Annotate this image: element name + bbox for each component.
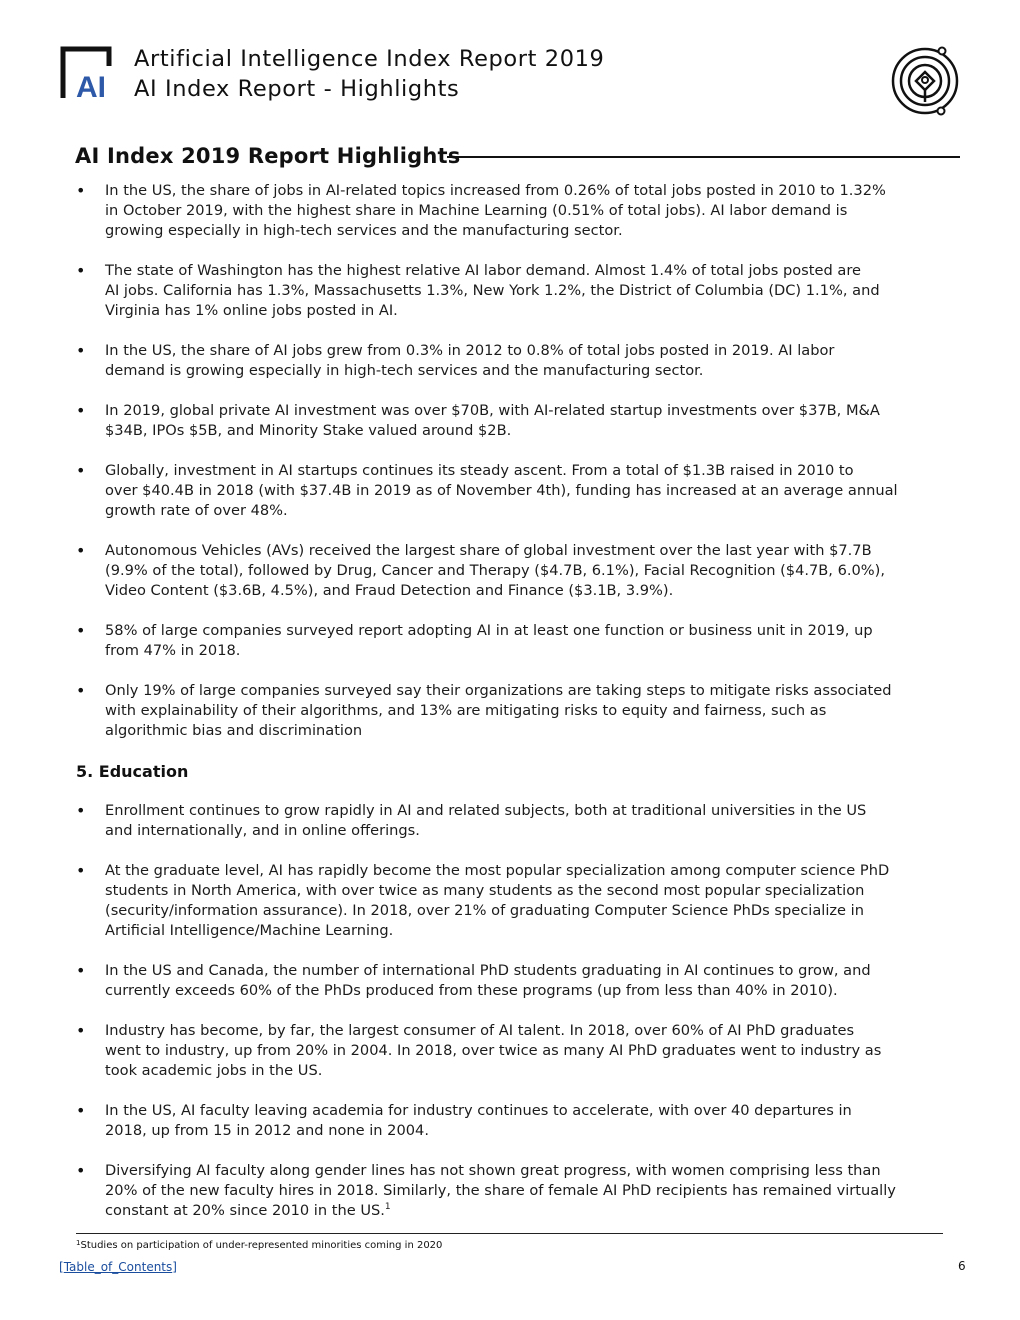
section-divider [447, 156, 960, 158]
ai-index-emblem [888, 44, 960, 116]
bracket-open: [ [59, 1260, 64, 1274]
logo-text: AI [76, 71, 106, 100]
ai-index-logo-icon [60, 46, 120, 100]
footnote [76, 1239, 442, 1252]
education-text: Enrollment continues to grow rapidly in AI and related subjects, both at traditional universities in the US and internationally, and in online offerings. [105, 802, 867, 839]
education-text: Diversifying AI faculty along gender lines has not shown great progress, with women comprising less than 20% of the new faculty hires in 2018. Similarly, the share of female AI PhD recipients has remained virtually constant at 20% since 2010 in the US. [105, 1162, 896, 1219]
highlight-text: Globally, investment in AI startups continues its steady ascent. From a total of $1.3B raised in 2010 to over $40.4B in 2018 (with $37.4B in 2019 as of November 4th), funding has increased at an average annual growth rate of over 48%. [105, 462, 898, 519]
education-text-wrap [105, 1161, 944, 1221]
education-heading: 5. Education [76, 762, 189, 781]
bullet-icon: • [76, 1021, 86, 1040]
footnote-text: Studies on participation of under-represented minorities coming in 2020 [80, 1240, 443, 1251]
highlight-text: Autonomous Vehicles (AVs) received the largest share of global investment over the last year with $7.7B (9.9% of the total), followed by Drug, Cancer and Therapy ($4.7B, 6.1%), Facial Recognition ($4.7B, 6.0%), Video Content ($3.6B, 4.5%), and Fraud Detection and Finance ($3.1B, 3.9%). [105, 542, 885, 599]
section-header [75, 141, 960, 171]
bullet-icon: • [76, 541, 86, 560]
highlight-text: In the US, the share of jobs in AI-related topics increased from 0.26% of total jobs posted in 2010 to 1.32% in October 2019, with the highest share in Machine Learning (0.51% of total jobs). AI labor demand is growing especially in high-tech services and the manufacturing sector. [105, 182, 886, 239]
bullet-icon: • [76, 401, 86, 420]
footnote-divider [76, 1233, 943, 1234]
table-of-contents-link[interactable]: Table_of_Contents [63, 1260, 173, 1274]
bullet-icon: • [76, 181, 86, 200]
bullet-icon: • [76, 681, 86, 700]
ai-index-emblem-icon [888, 44, 960, 116]
bracket-close: ] [172, 1260, 177, 1274]
highlight-text: 58% of large companies surveyed report adopting AI in at least one function or business unit in 2019, up from 47% in 2018. [105, 622, 873, 659]
page-number: 6 [958, 1259, 966, 1273]
highlight-text: In 2019, global private AI investment was over $70B, with AI-related startup investments over $37B, M&A $34B, IPOs $5B, and Minority Stake valued around $2B. [105, 402, 880, 439]
education-text: At the graduate level, AI has rapidly become the most popular specialization among computer science PhD students in North America, with over twice as many students as the second most popular specialization (security/information assurance). In 2018, over 21% of graduating Computer Science PhDs specialize in Artificial Intelligence/Machine Learning. [105, 862, 890, 939]
section-title: AI Index 2019 Report Highlights [75, 144, 461, 168]
education-text: Industry has become, by far, the largest consumer of AI talent. In 2018, over 60% of AI PhD graduates went to industry, up from 20% in 2004. In 2018, over twice as many AI PhD graduates went to industry as took academic jobs in the US. [105, 1022, 882, 1079]
bullet-icon: • [76, 261, 86, 280]
bullet-icon: • [76, 861, 86, 880]
bullet-icon: • [76, 1101, 86, 1120]
ai-index-logo [60, 46, 120, 100]
report-title-line-1: Artificial Intelligence Index Report 2019 [134, 46, 605, 72]
bullet-icon: • [76, 621, 86, 640]
toc-link-wrapper [59, 1259, 177, 1275]
highlight-text: The state of Washington has the highest relative AI labor demand. Almost 1.4% of total jobs posted are AI jobs. California has 1.3%, Massachusetts 1.3%, New York 1.2%, the District of Columbia (DC) 1.1%, and Virginia has 1% online jobs posted in AI. [105, 262, 880, 319]
bullet-icon: • [76, 961, 86, 980]
education-text: In the US and Canada, the number of international PhD students graduating in AI continues to grow, and currently exceeds 60% of the PhDs produced from these programs (up from less than 40% in 2010). [105, 962, 871, 999]
bullet-icon: • [76, 461, 86, 480]
highlight-text: Only 19% of large companies surveyed say their organizations are taking steps to mitigate risks associated with explainability of their algorithms, and 13% are mitigating risks to equity and fairness, such as algorithmic bias and discrimination [105, 682, 892, 739]
report-title [134, 44, 604, 104]
bullet-icon: • [76, 341, 86, 360]
education-text: In the US, AI faculty leaving academia for industry continues to accelerate, with over 40 departures in 2018, up from 15 in 2012 and none in 2004. [105, 1102, 852, 1139]
report-title-line-2: AI Index Report - Highlights [134, 76, 460, 102]
highlight-text: In the US, the share of AI jobs grew from 0.3% in 2012 to 0.8% of total jobs posted in 2019. AI labor demand is growing especially in high-tech services and the manufacturing sector. [105, 342, 835, 379]
footnote-ref[interactable]: 1 [384, 1202, 391, 1212]
bullet-icon: • [76, 1161, 86, 1180]
footnote-mark: 1 [76, 1239, 81, 1247]
bullet-icon: • [76, 801, 86, 820]
